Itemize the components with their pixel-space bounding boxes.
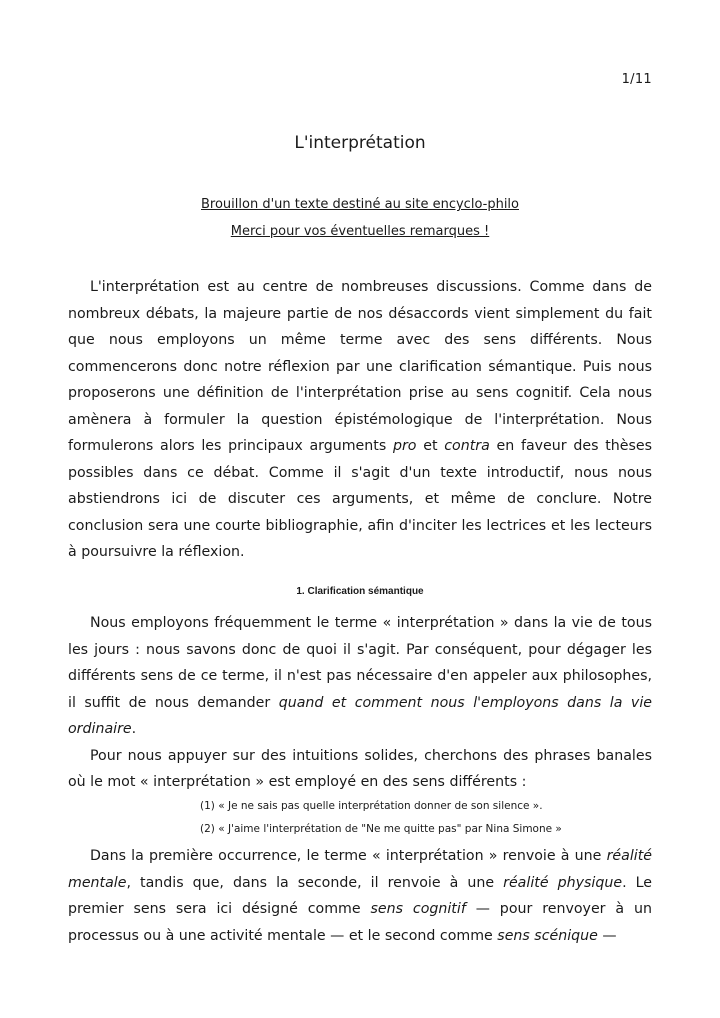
- intro-text-1: L'interprétation est au centre de nombreuses discussions. Comme dans de nombreux débats, la majeure partie de nos désaccords vient simplement du fait que nous employons un même terme avec des sens différents. Nous commencerons donc notre réflexion par une clarification sémantique. Puis nous proposerons une définition de l'interprétation prise au sens cognitif. Cela nous amènera à formuler la question épistémologique de l'interprétation. Nous formulerons alors les principaux arguments: [68, 279, 652, 454]
- subtitle-line-1: Brouillon d'un texte destiné au site encyclo-philo: [201, 197, 519, 212]
- section1-paragraph-1: [68, 610, 652, 743]
- intro-text-2: en faveur des thèses possibles dans ce débat. Comme il s'agit d'un texte introductif, nous nous abstiendrons ici de discuter ces arguments, et même de conclure. Notre conclusion sera une courte bibliographie, afin d'inciter les lectrices et les lecteurs à poursuivre la réflexion.: [68, 438, 652, 560]
- para3-text-e: —: [597, 927, 617, 944]
- document-title: L'interprétation: [294, 133, 426, 153]
- para1-text: Nous employons fréquemment le terme « interprétation » dans la vie de tous les jours : nous savons donc de quoi il s'agit. Par conséquent, pour dégager les différents sens de ce terme, il n'est pas nécessaire d'en appeler aux philosophes, il suffit de nous demander: [68, 615, 652, 711]
- para1-emphasis: quand et comment nous l'employons dans la vie ordinaire: [68, 694, 652, 737]
- para3-text-c: . Le premier sens sera ici désigné comme: [68, 874, 653, 917]
- para3-em-4: sens scénique: [497, 927, 598, 944]
- section1-paragraph-2: Pour nous appuyer sur des intuitions solides, cherchons des phrases banales où le mot « interprétation » est employé en des sens différents :: [68, 747, 652, 790]
- para3-text-d: — pour renvoyer à un processus ou à une activité mentale — et le second comme: [68, 901, 652, 944]
- intro-contra: contra: [444, 438, 490, 454]
- para3-em-2: réalité physique: [503, 874, 623, 891]
- page-number: 1/11: [621, 72, 652, 87]
- section-heading: 1. Clarification sémantique: [296, 586, 424, 597]
- para3-text-b: , tandis que, dans la seconde, il renvoie à une: [126, 874, 504, 891]
- para3-text-a: Dans la première occurrence, le terme « interprétation » renvoie à une: [90, 848, 607, 864]
- para3-em-3: sens cognitif: [370, 901, 466, 917]
- section1-paragraphs: [68, 610, 652, 796]
- intro-paragraph: [68, 274, 652, 566]
- subtitle-line-2: Merci pour vos éventuelles remarques !: [230, 224, 490, 239]
- example-2: (2) « J'aime l'interprétation de "Ne me quitte pas" par Nina Simone »: [200, 823, 562, 835]
- para3-em-1: réalité mentale: [68, 848, 652, 891]
- intro-et: et: [416, 438, 445, 454]
- para1-end: .: [131, 721, 137, 737]
- section1-paragraph-3: [68, 843, 652, 949]
- intro-pro: pro: [392, 438, 417, 454]
- example-1: (1) « Je ne sais pas quelle interprétation donner de son silence ».: [200, 800, 543, 812]
